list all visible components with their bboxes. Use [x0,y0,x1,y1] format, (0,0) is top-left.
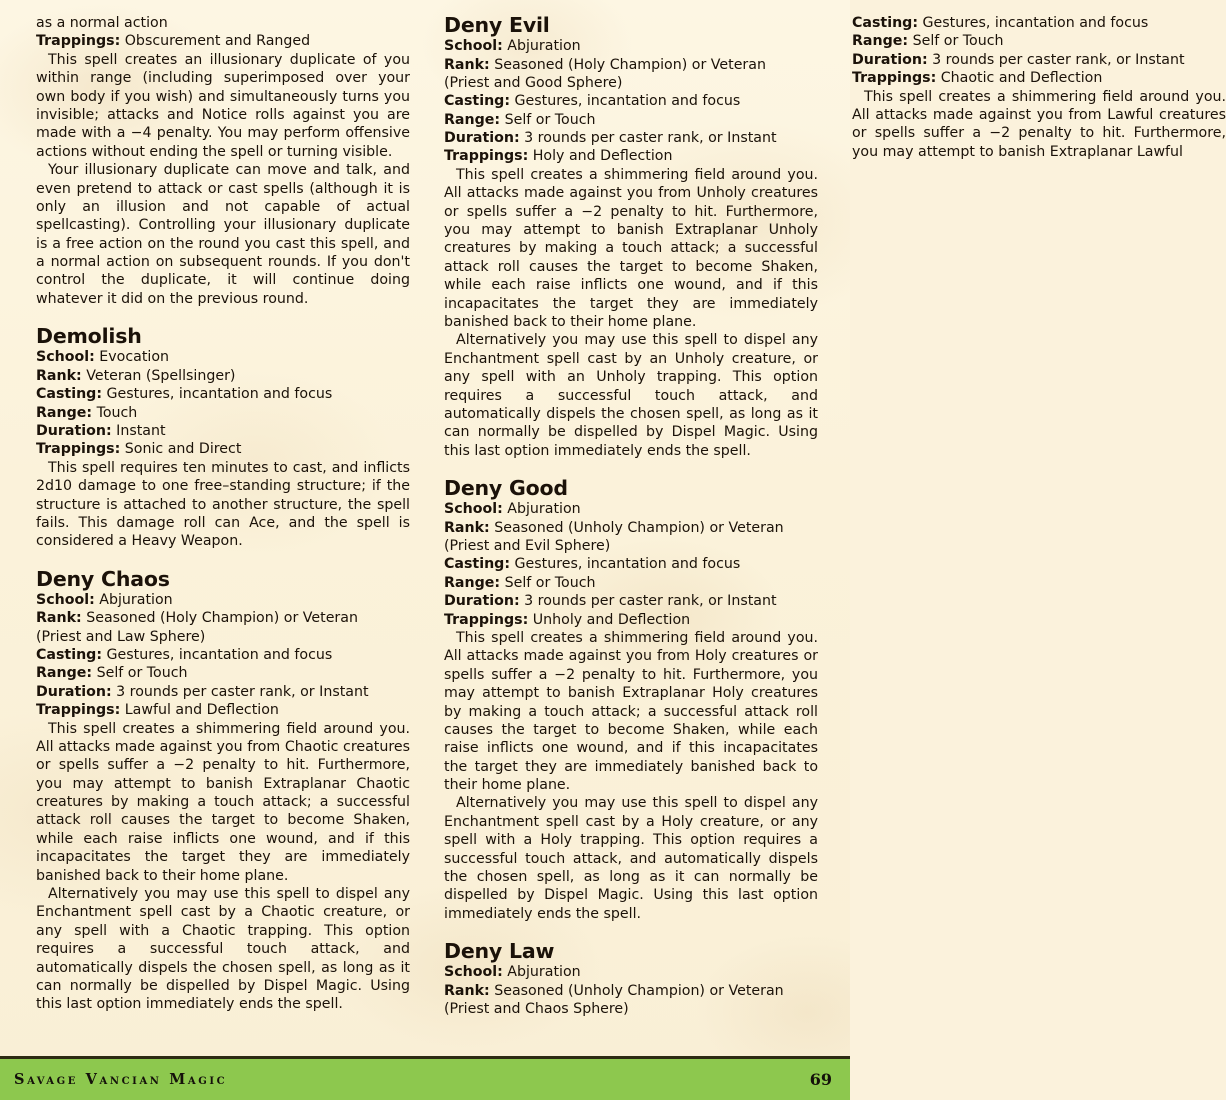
range-label: Range: [36,404,93,421]
rank-value: Seasoned (Unholy Champion) or Veteran [494,982,784,999]
trappings-value: Unholy and Deflection [532,611,691,628]
school-value: Abjuration [507,964,581,981]
trappings-label: Trappings: [36,441,121,458]
paragraph: Alternatively you may use this spell to dispel any Enchantment spell cast by an Unholy creature, or any spell with an Unholy trapping. This option requires a successful touch attack, and automatically dispels the chosen spell, as long as it can normally be dispelled by Dispel Magic. Using this last option immediately ends the spell. [444,332,818,459]
paragraph: Your illusionary duplicate can move and talk, and even pretend to attack or cast spells (although it is only an illusion and not capable of actual spellcasting). Controlling your illusionary duplicate is a free action on the round you cast this spell, and a normal action on subsequent rounds. If you don't control the duplicate, it will continue doing whatever it did on the previous round. [36,162,410,307]
stat-duration [36,422,410,440]
trappings-label: Trappings: [36,33,121,50]
range-label: Range: [852,33,909,50]
stat-duration [444,592,818,610]
school-label: School: [444,38,503,55]
casting-label: Casting: [36,646,103,663]
duration-value: Instant [116,422,166,439]
paragraph: Alternatively you may use this spell to dispel any Enchantment spell cast by a Holy creature, or any spell with a Holy trapping. This option requires a successful touch attack, and automatically dispels the chosen spell, as long as it can normally be dispelled by Dispel Magic. Using this last option immediately ends the spell. [444,795,818,922]
stat-rank-second-line: (Priest and Law Sphere) [36,628,206,645]
rank-value: Seasoned (Unholy Champion) or Veteran [494,519,784,536]
stat-rank [36,609,410,627]
duration-value: 3 rounds per caster rank, or Instant [524,130,777,147]
school-label: School: [36,349,95,366]
trappings-label: Trappings: [36,702,121,719]
stat-trappings [852,69,1226,87]
range-label: Range: [36,665,93,682]
casting-value: Gestures, incantation and focus [922,15,1149,31]
range-value: Self or Touch [912,33,1004,50]
stat-school [36,348,410,366]
stat-casting [444,92,818,110]
school-label: School: [36,591,95,608]
paragraph: This spell creates a shimmering field around you. All attacks made against you from Holy creatures or spells suffer a −2 penalty to hit. Furthermore, you may attempt to banish Extraplanar Holy creatures by making a touch attack; a successful attack roll causes the target to become Shaken, while each raise inflicts one wound, and if this incapacitates the target they are immediately banished back to their home plane. [444,629,818,794]
range-value: Self or Touch [504,574,596,591]
continued-rank-tail: as a normal action [36,15,168,31]
stat-casting [852,14,1226,32]
stat-casting [36,646,410,664]
stat-duration [852,51,1226,69]
stat-range [36,404,410,422]
casting-value: Gestures, incantation and focus [106,386,333,403]
rank-label: Rank: [444,56,490,73]
continued-trappings-line [36,32,410,50]
spell-heading-deny-chaos: Deny Chaos [36,566,170,591]
school-value: Evocation [99,349,169,366]
paragraph: This spell creates an illusionary duplicate of you within range (including superimposed over your own body if you wish) and simultaneously turns you invisible; attacks and Notice rolls against you are made with a −4 penalty. You may perform offensive actions without ending the spell or turning visible. [36,51,410,160]
page-footer [0,1059,850,1100]
paragraph: This spell requires ten minutes to cast, and inflicts 2d10 damage to one free–standing structure; if the structure is attached to another structure, the spell fails. This damage roll can Ace, and the spell is considered a Heavy Weapon. [36,459,410,550]
casting-label: Casting: [852,15,919,31]
casting-value: Gestures, incantation and focus [514,556,741,573]
casting-label: Casting: [444,93,511,110]
stat-trappings [444,147,818,165]
footer-page-number: 69 [809,1070,832,1089]
stat-casting [36,385,410,403]
rank-label: Rank: [36,367,82,384]
range-label: Range: [444,574,501,591]
stat-rank-second-line: (Priest and Evil Sphere) [444,538,611,555]
stat-school [444,37,818,55]
trappings-value: Holy and Deflection [532,148,673,165]
stat-school [444,500,818,518]
duration-value: 3 rounds per caster rank, or Instant [524,593,777,610]
duration-label: Duration: [444,130,520,147]
continued-rank-second-line: (Priest and Good Sphere) [444,74,623,91]
duration-label: Duration: [852,51,928,68]
duration-label: Duration: [36,422,112,439]
paragraph: This spell creates a shimmering field around you. All attacks made against you from Chaotic creatures or spells suffer a −2 penalty to hit. Furthermore, you may attempt to banish Extraplanar Chaotic creatures by making a touch attack; a successful attack roll causes the target to become Shaken, while each raise inflicts one wound, and if this incapacitates the target they are immediately banished back to their home plane. [36,720,410,884]
stat-range [852,32,1226,50]
range-value: Touch [96,404,138,421]
two-column-body [36,13,1226,1032]
stat-range [444,111,818,129]
stat-casting [444,555,818,573]
rank-label: Rank: [444,982,490,999]
footer-book-title: Savage Vancian Magic [14,1071,228,1088]
stat-rank [444,56,818,74]
stat-duration [36,683,410,701]
school-value: Abjuration [99,591,173,608]
trappings-value: Lawful and Deflection [124,702,279,719]
stat-trappings [444,611,818,629]
range-value: Self or Touch [96,665,188,682]
stat-school [36,591,410,609]
rank-value: Veteran (Spellsinger) [86,367,236,384]
school-label: School: [444,501,503,518]
school-label: School: [444,964,503,981]
stat-duration [444,129,818,147]
stat-trappings [36,701,410,719]
stat-rank-second-line: (Priest and Chaos Sphere) [444,1001,629,1018]
rank-value: Seasoned (Holy Champion) or Veteran [86,610,358,627]
stat-range [444,574,818,592]
spell-heading-demolish: Demolish [36,324,142,349]
duration-value: 3 rounds per caster rank, or Instant [116,683,369,700]
trappings-label: Trappings: [444,611,529,628]
spell-heading-deny-evil: Deny Evil [444,13,550,37]
trappings-value: Sonic and Direct [124,441,242,458]
trappings-label: Trappings: [852,70,937,87]
stat-rank [444,519,818,537]
rank-value: Seasoned (Holy Champion) or Veteran [494,56,766,73]
casting-value: Gestures, incantation and focus [514,93,741,110]
stat-trappings [36,440,410,458]
school-value: Abjuration [507,501,581,518]
stat-school [444,963,818,981]
spell-heading-deny-good: Deny Good [444,476,568,501]
casting-label: Casting: [444,556,511,573]
school-value: Abjuration [507,38,581,55]
range-value: Self or Touch [504,111,596,128]
paragraph: Alternatively you may use this spell to dispel any Enchantment spell cast by a Chaotic creature, or any spell with a Chaotic trapping. This option requires a successful touch attack, and automatically dispels the chosen spell, as long as it can normally be dispelled by Dispel Magic. Using this last option immediately ends the spell. [36,886,410,1013]
trappings-value: Chaotic and Deflection [940,70,1103,87]
trappings-label: Trappings: [444,148,529,165]
stat-rank [444,982,818,1000]
casting-value: Gestures, incantation and focus [106,646,333,663]
stat-range [36,664,410,682]
duration-label: Duration: [444,593,520,610]
range-label: Range: [444,111,501,128]
duration-label: Duration: [36,683,112,700]
rank-label: Rank: [444,519,490,536]
trappings-value: Obscurement and Ranged [124,33,311,50]
paragraph: This spell creates a shimmering field around you. All attacks made against you from Lawful creatures or spells suffer a −2 penalty to hit. Furthermore, you may attempt to banish Extraplanar Lawful [852,88,1226,160]
stat-rank [36,367,410,385]
duration-value: 3 rounds per caster rank, or Instant [932,51,1185,68]
spell-heading-deny-law: Deny Law [444,939,555,964]
paragraph: This spell creates a shimmering field around you. All attacks made against you from Unholy creatures or spells suffer a −2 penalty to hit. Furthermore, you may attempt to banish Extraplanar Unholy creatures by making a touch attack; a successful attack roll causes the target to become Shaken, while each raise inflicts one wound, and if this incapacitates the target they are immediately banished back to their home plane. [444,166,818,330]
rank-label: Rank: [36,610,82,627]
casting-label: Casting: [36,386,103,403]
